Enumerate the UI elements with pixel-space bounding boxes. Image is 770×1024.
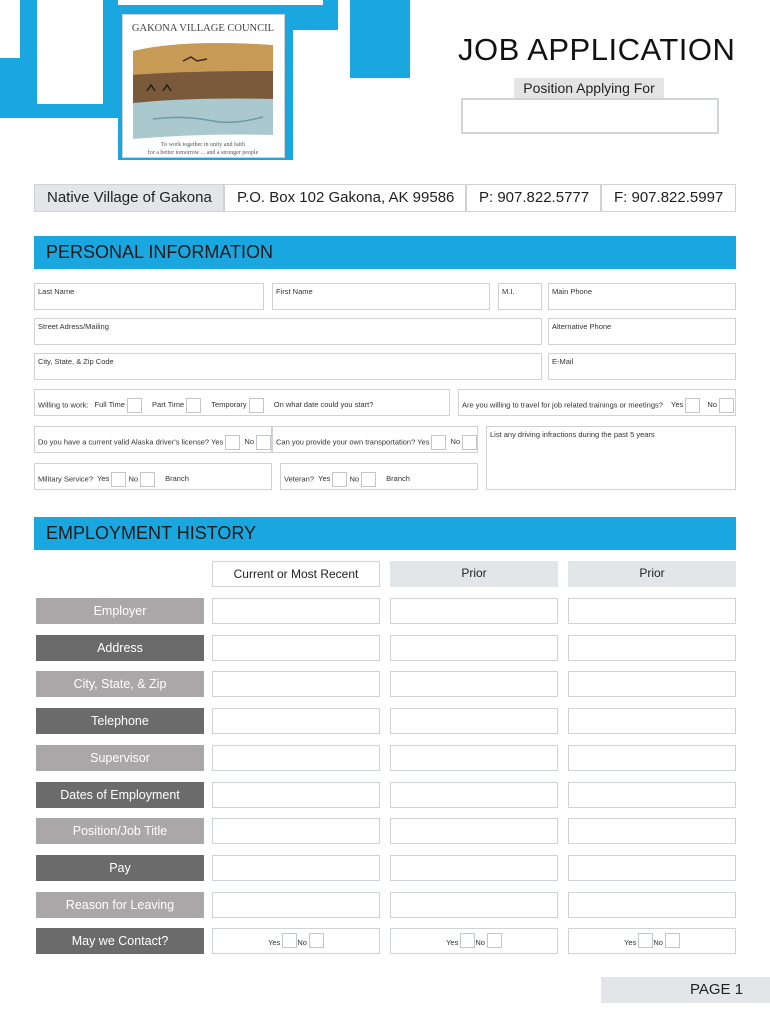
employment-row-label: Reason for Leaving [36, 892, 204, 918]
employment-field[interactable] [390, 671, 558, 697]
logo-title: GAKONA VILLAGE COUNCIL [131, 23, 275, 34]
employment-field[interactable] [390, 855, 558, 881]
veteran-no-checkbox[interactable] [361, 472, 376, 487]
employment-field[interactable] [568, 598, 736, 624]
column-prior-1: Prior [390, 561, 558, 587]
alt-phone-label: Alternative Phone [552, 322, 612, 331]
veteran-branch-label: Branch [386, 474, 410, 484]
street-address-label: Street Adress/Mailing [38, 322, 109, 331]
travel-label: Are you willing to travel for job related trainings or meetings? [462, 400, 663, 410]
transport-no-label: No [450, 437, 461, 447]
first-name-label: First Name [276, 287, 313, 296]
employment-field[interactable] [390, 818, 558, 844]
veteran-yes-checkbox[interactable] [332, 472, 347, 487]
contact-yes-checkbox[interactable] [282, 933, 297, 948]
last-name-label: Last Name [38, 287, 75, 296]
employment-row-label: Position/Job Title [36, 818, 204, 844]
header-decoration [338, 0, 350, 58]
employment-field[interactable] [568, 635, 736, 661]
work-availability-group [34, 389, 450, 416]
employment-history-header: EMPLOYMENT HISTORY [34, 517, 736, 550]
logo-motto-line1: To work together in unity and faith [161, 142, 245, 148]
employment-field[interactable] [568, 782, 736, 808]
position-label: Position Applying For [514, 78, 664, 99]
veteran-yes-label: Yes [318, 474, 331, 484]
part-time-checkbox[interactable] [186, 398, 201, 413]
logo-motto-line2: for a better tomorrow ... and a stronger people [147, 150, 259, 156]
contact-yes-label: Yes [268, 938, 281, 947]
employment-row-label: Address [36, 635, 204, 661]
employment-row-label: City, State, & Zip [36, 671, 204, 697]
travel-no-label: No [707, 400, 717, 410]
full-time-checkbox[interactable] [127, 398, 142, 413]
military-yes-label: Yes [97, 474, 110, 484]
personal-info-header: PERSONAL INFORMATION [34, 236, 736, 269]
license-no-label: No [244, 437, 254, 447]
employment-row-label: Pay [36, 855, 204, 881]
employment-field[interactable] [568, 818, 736, 844]
license-label: Do you have a current valid Alaska driver's license? [38, 437, 210, 447]
employment-field[interactable] [390, 745, 558, 771]
page-number [601, 977, 770, 1003]
email-label: E-Mail [552, 357, 574, 366]
column-current: Current or Most Recent [212, 561, 380, 587]
employment-row-label: Supervisor [36, 745, 204, 771]
employment-row-label: Employer [36, 598, 204, 624]
contact-no-label: No [475, 938, 485, 947]
employment-field[interactable] [212, 818, 380, 844]
first-name-field[interactable] [272, 283, 490, 310]
transport-group [272, 426, 478, 453]
alt-phone-field[interactable] [548, 318, 736, 345]
employment-field[interactable] [212, 892, 380, 918]
contact-yes-checkbox[interactable] [460, 933, 475, 948]
travel-yes-checkbox[interactable] [685, 398, 700, 413]
travel-no-checkbox[interactable] [719, 398, 734, 413]
veteran-no-label: No [349, 474, 360, 484]
city-state-zip-field[interactable] [34, 353, 542, 380]
employment-field[interactable] [390, 598, 558, 624]
header-decoration [0, 118, 118, 160]
start-date-label: On what date could you start? [273, 400, 374, 410]
military-branch-label: Branch [165, 474, 189, 484]
license-group [34, 426, 272, 453]
employment-field[interactable] [212, 635, 380, 661]
header-decoration [0, 0, 20, 58]
org-fax: F: 907.822.5997 [601, 184, 736, 212]
temporary-checkbox[interactable] [249, 398, 264, 413]
contact-no-label: No [653, 938, 663, 947]
contact-no-checkbox[interactable] [665, 933, 680, 948]
employment-field[interactable] [390, 708, 558, 734]
willing-label: Willing to work: [38, 400, 89, 410]
header-decoration [350, 78, 410, 160]
military-no-label: No [128, 474, 139, 484]
employment-field[interactable] [568, 855, 736, 881]
main-phone-field[interactable] [548, 283, 736, 310]
org-phone: P: 907.822.5777 [466, 184, 601, 212]
page-title: JOB APPLICATION [458, 32, 736, 67]
employment-row-label: Dates of Employment [36, 782, 204, 808]
employment-field[interactable] [568, 745, 736, 771]
license-yes-checkbox[interactable] [225, 435, 240, 450]
veteran-group [280, 463, 478, 490]
street-address-field[interactable] [34, 318, 542, 345]
contact-yes-label: Yes [624, 938, 637, 947]
employment-field[interactable] [390, 782, 558, 808]
logo-image [123, 15, 284, 157]
employment-field[interactable] [212, 708, 380, 734]
contact-yes-label: Yes [446, 938, 459, 947]
employment-field[interactable] [568, 671, 736, 697]
header-decoration [20, 58, 103, 104]
part-time-label: Part Time [152, 400, 185, 410]
column-prior-2: Prior [568, 561, 736, 587]
page-number-text: PAGE 1 [689, 981, 744, 998]
employment-row-label: May we Contact? [36, 928, 204, 954]
header-decoration [118, 0, 323, 5]
contact-permission-cell [390, 928, 558, 954]
contact-permission-cell [212, 928, 380, 954]
contact-yes-checkbox[interactable] [638, 933, 653, 948]
main-phone-label: Main Phone [552, 287, 593, 296]
license-yes-label: Yes [211, 437, 224, 447]
last-name-field[interactable] [34, 283, 264, 310]
contact-permission-cell [568, 928, 736, 954]
org-name: Native Village of Gakona [34, 184, 224, 212]
military-yes-checkbox[interactable] [111, 472, 126, 487]
position-input[interactable] [461, 98, 719, 134]
transport-yes-checkbox[interactable] [431, 435, 446, 450]
contact-no-checkbox[interactable] [309, 933, 324, 948]
military-group [34, 463, 272, 490]
license-no-checkbox[interactable] [256, 435, 271, 450]
contact-no-checkbox[interactable] [487, 933, 502, 948]
infractions-label: List any driving infractions during the past 5 years [490, 430, 655, 439]
transport-yes-label: Yes [417, 437, 430, 447]
employment-field[interactable] [390, 892, 558, 918]
org-address: P.O. Box 102 Gakona, AK 99586 [224, 184, 466, 212]
driving-infractions-field[interactable] [486, 426, 736, 490]
employment-field[interactable] [212, 598, 380, 624]
mi-label: M.I. [502, 287, 515, 296]
employment-field[interactable] [212, 745, 380, 771]
employment-field[interactable] [568, 708, 736, 734]
transport-no-checkbox[interactable] [462, 435, 477, 450]
travel-group [458, 389, 736, 416]
temporary-label: Temporary [211, 400, 247, 410]
full-time-label: Full Time [94, 400, 125, 410]
employment-row-label: Telephone [36, 708, 204, 734]
mi-field[interactable] [498, 283, 542, 310]
council-logo [122, 14, 285, 158]
travel-yes-label: Yes [671, 400, 684, 410]
employment-field[interactable] [212, 855, 380, 881]
email-field[interactable] [548, 353, 736, 380]
military-label: Military Service? [38, 474, 94, 484]
employment-field[interactable] [390, 635, 558, 661]
contact-no-label: No [297, 938, 307, 947]
employment-field[interactable] [568, 892, 736, 918]
employment-field[interactable] [212, 671, 380, 697]
employment-field[interactable] [212, 782, 380, 808]
military-no-checkbox[interactable] [140, 472, 155, 487]
city-state-zip-label: City, State, & Zip Code [38, 357, 114, 366]
veteran-label: Veteran? [284, 474, 315, 484]
transport-label: Can you provide your own transportation? [276, 437, 416, 447]
